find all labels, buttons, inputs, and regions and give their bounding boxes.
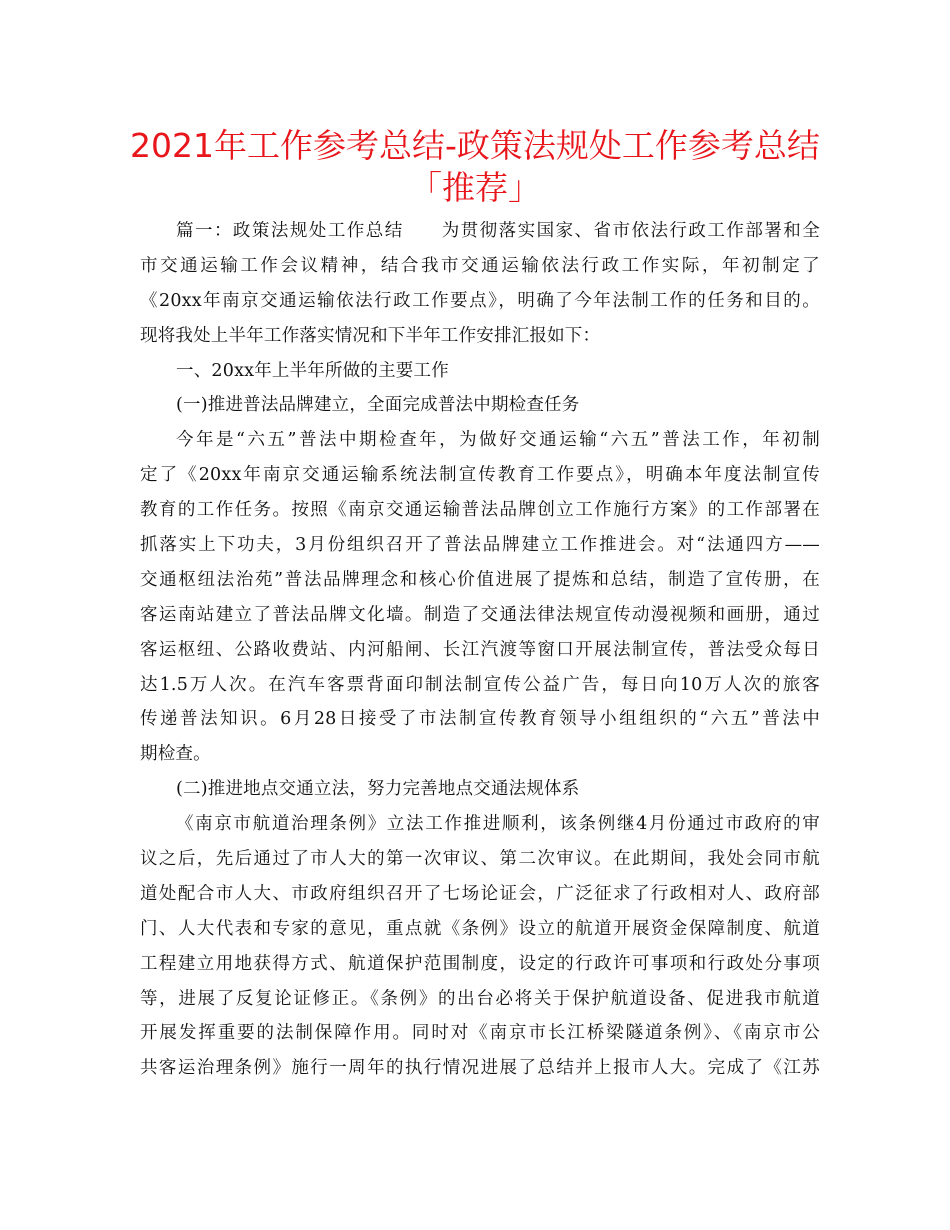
paragraph-line: 现将我处上半年工作落实情况和下半年工作安排汇报如下： xyxy=(140,325,601,346)
paragraph-line: 交通枢纽法治苑”普法品牌理念和核心价值进展了提炼和总结，制造了宣传册，在 xyxy=(140,569,820,590)
paragraph-line: 等，进展了反复论证修正。《条例》的出台必将关于保护航道设备、促进我市航道 xyxy=(140,988,820,1009)
paragraph-line: 议之后，先后通过了市人大的第一次审议、第二次审议。在此期间，我处会同市航 xyxy=(140,849,820,870)
paragraph-line: 今年是“六五”普法中期检查年，为做好交通运输“六五”普法工作，年初制 xyxy=(176,430,820,451)
subsection-heading: (一)推进普法品牌建立，全面完成普法中期检查任务 xyxy=(176,395,580,416)
paragraph-line: 门、人大代表和专家的意见，重点就《条例》设立的航道开展资金保障制度、航道 xyxy=(140,918,820,939)
paragraph-line: 共客运治理条例》施行一周年的执行情况进展了总结并上报市人大。完成了《江苏 xyxy=(140,1058,820,1079)
paragraph-line: 《20xx年南京交通运输依法行政工作要点》，明确了今年法制工作的任务和目的。 xyxy=(140,290,820,311)
paragraph-line: 开展发挥重要的法制保障作用。同时对《南京市长江桥梁隧道条例》、《南京市公 xyxy=(140,1023,820,1044)
paragraph-line: 期检查。 xyxy=(140,744,211,765)
paragraph-line: 传递普法知识。6月28日接受了市法制宣传教育领导小组组织的“六五”普法中 xyxy=(140,709,820,730)
paragraph-line: 市交通运输工作会议精神，结合我市交通运输依法行政工作实际，年初制定了 xyxy=(140,255,820,276)
section-heading: 一、20xx年上半年所做的主要工作 xyxy=(176,360,449,381)
paragraph-line: 达1.5万人次。在汽车客票背面印制法制宣传公益广告，每日向10万人次的旅客 xyxy=(140,674,820,695)
document-title-line-2: 「推荐」 xyxy=(409,168,541,207)
paragraph-line: 《南京市航道治理条例》立法工作推进顺利，该条例继4月份通过市政府的审 xyxy=(176,814,820,835)
document-title-line-1: 2021年工作参考总结-政策法规处工作参考总结 xyxy=(130,126,820,165)
subsection-heading: (二)推进地点交通立法，努力完善地点交通法规体系 xyxy=(176,779,580,800)
paragraph-line: 客运枢纽、公路收费站、内河船闸、长江汽渡等窗口开展法制宣传，普法受众每日 xyxy=(140,639,820,660)
paragraph-line: 工程建立用地获得方式、航道保护范围制度，设定的行政许可事项和行政处分事项 xyxy=(140,953,820,974)
paragraph-line: 道处配合市人大、市政府组织召开了七场论证会，广泛征求了行政相对人、政府部 xyxy=(140,883,820,904)
paragraph-line: 客运南站建立了普法品牌文化墙。制造了交通法律法规宣传动漫视频和画册，通过 xyxy=(140,604,820,625)
paragraph-line: 教育的工作任务。按照《南京交通运输普法品牌创立工作施行方案》的工作部署在 xyxy=(140,500,820,521)
paragraph-line: 抓落实上下功夫，3月份组织召开了普法品牌建立工作推进会。对“法通四方—— xyxy=(140,535,820,556)
paragraph-line: 篇一：政策法规处工作总结 为贯彻落实国家、省市依法行政工作部署和全 xyxy=(176,221,820,241)
paragraph-line: 定了《20xx年南京交通运输系统法制宣传教育工作要点》，明确本年度法制宣传 xyxy=(140,465,820,486)
document-body xyxy=(140,214,820,1086)
